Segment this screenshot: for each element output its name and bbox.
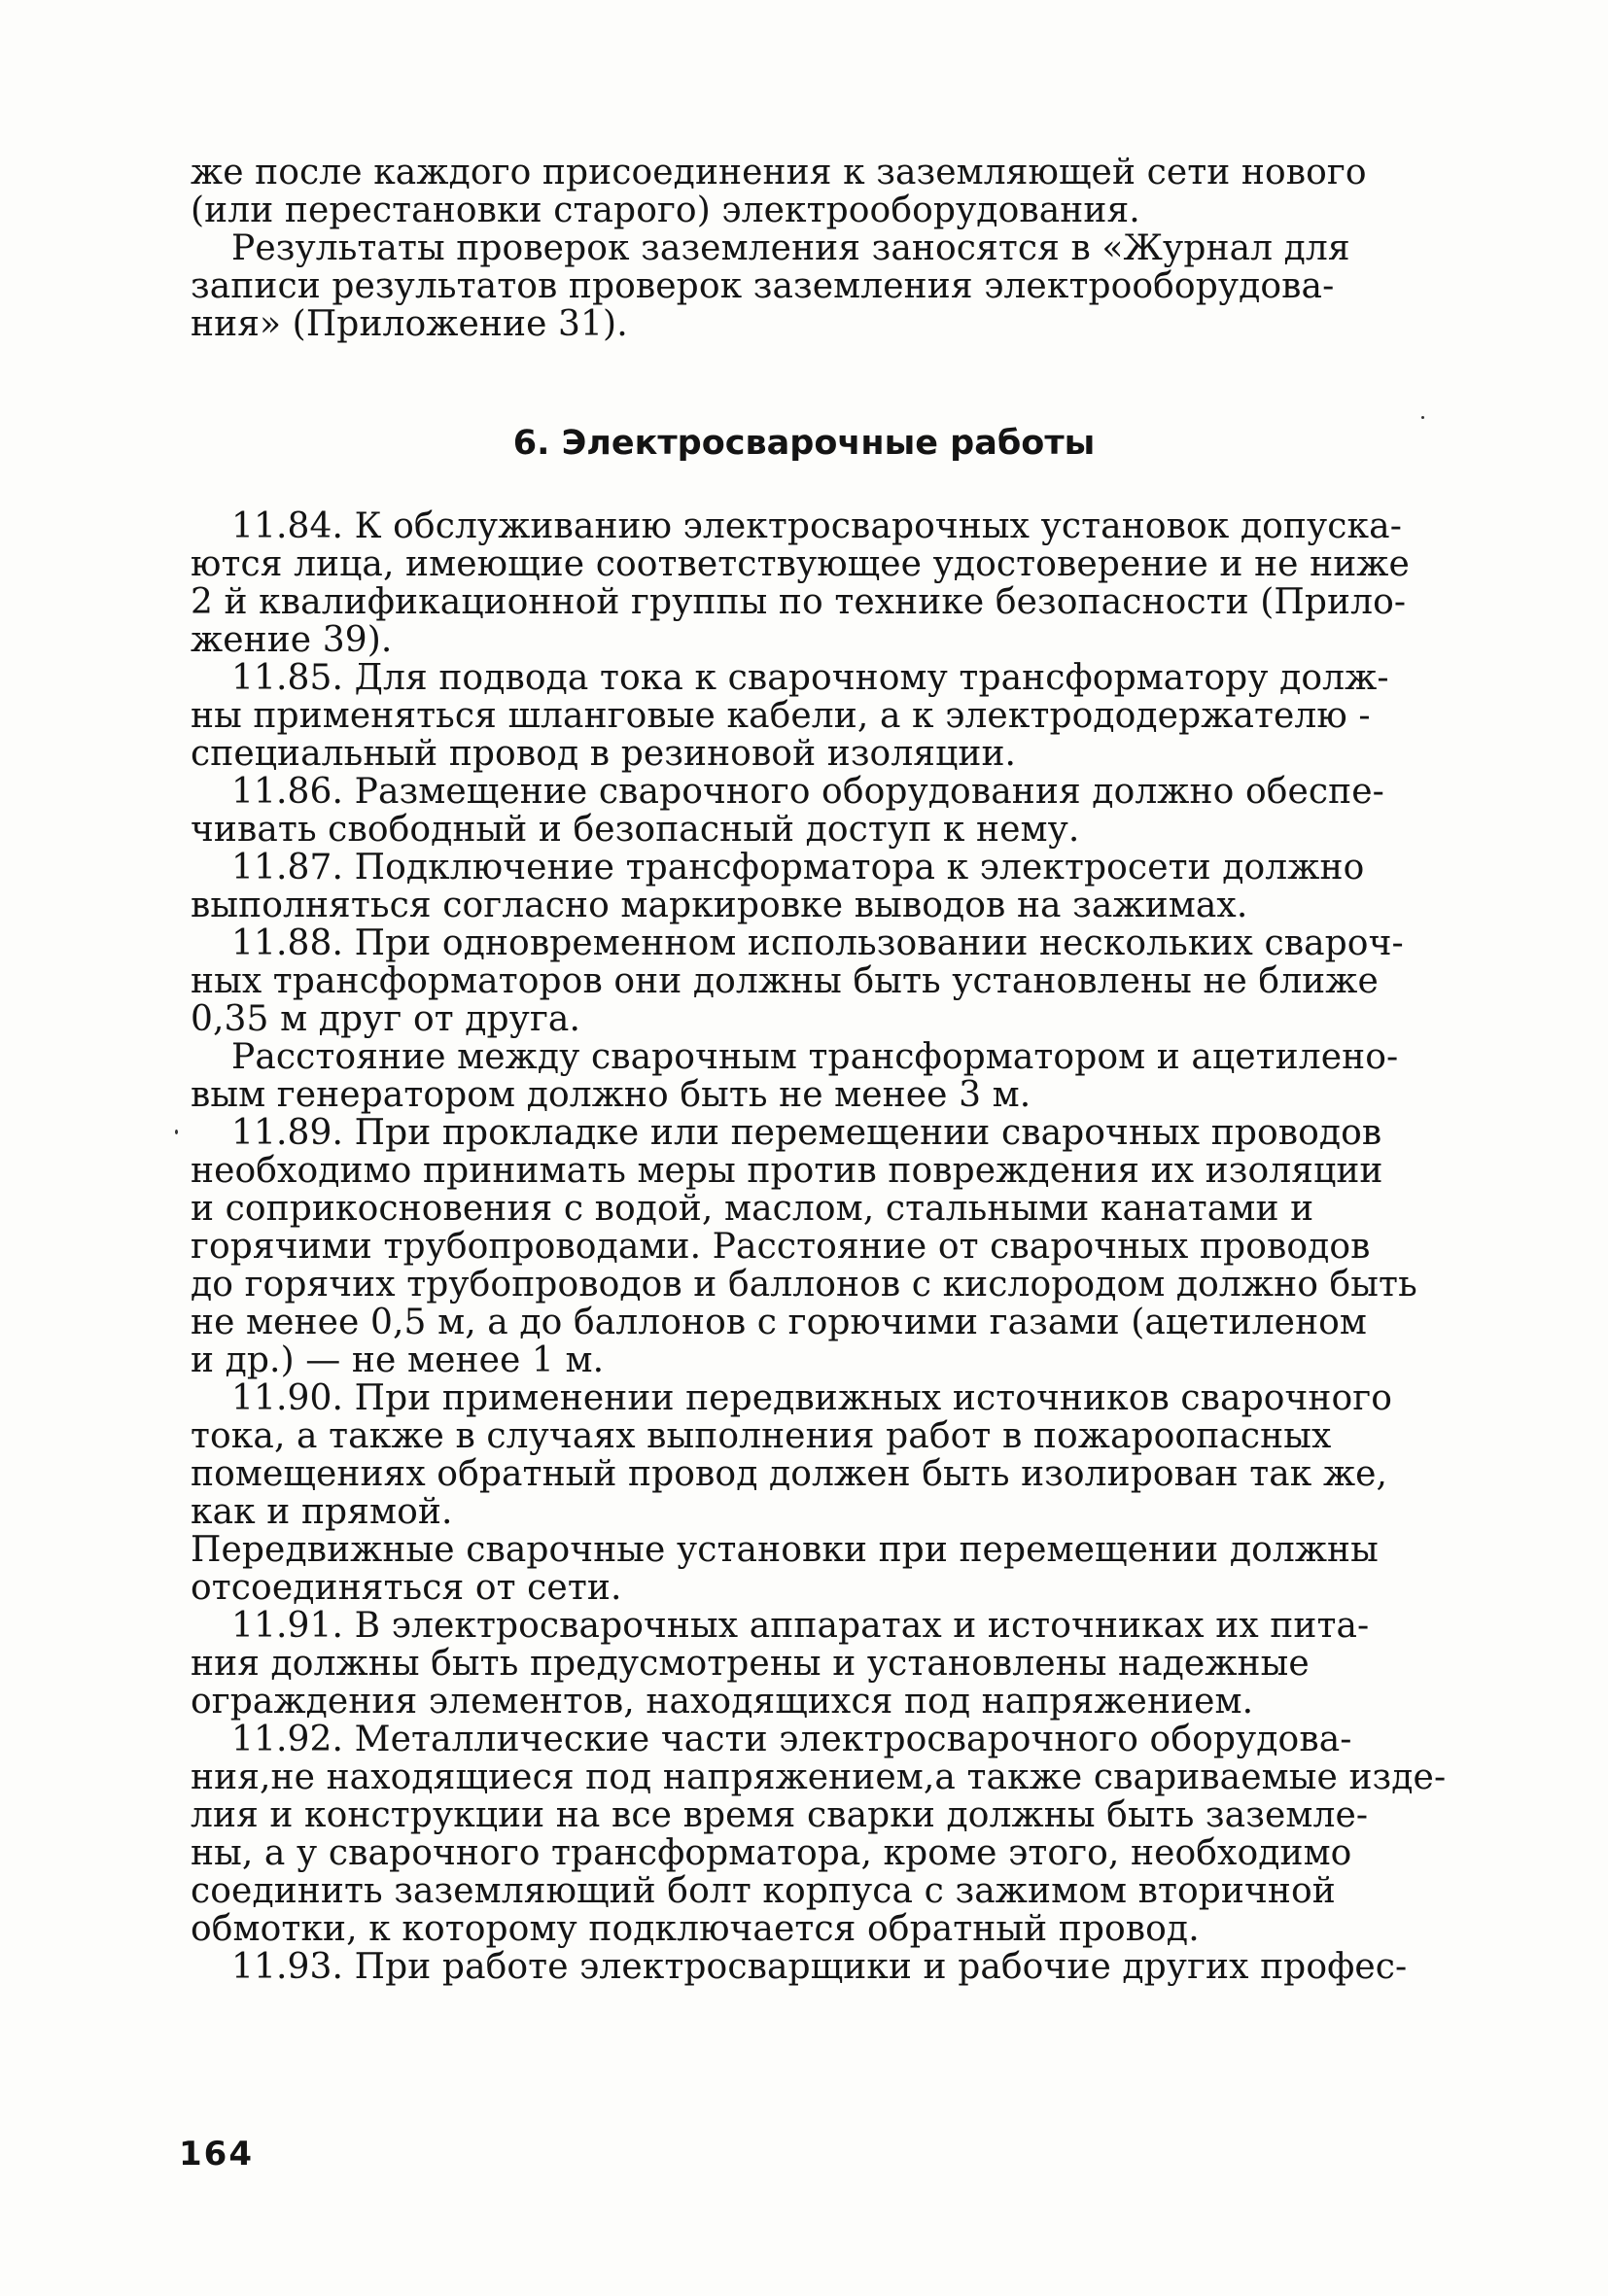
text-line: соединить заземляющий болт корпуса с зажимом вторичной: [191, 1871, 1336, 1911]
main-paragraph: [191, 849, 1425, 924]
text-line: 11.87. Подключение трансформатора к электросети должно: [231, 848, 1365, 887]
text-line: 11.89. При прокладке или перемещении сварочных проводов: [231, 1113, 1382, 1153]
text-line: ограждения элементов, находящихся под напряжением.: [191, 1682, 1254, 1722]
main-paragraph: [191, 507, 1425, 659]
text-line: записи результатов проверок заземления электрооборудова-: [191, 266, 1335, 306]
text-line: 11.84. К обслуживанию электросварочных установок допуска-: [231, 506, 1402, 546]
intro-paragraph: [191, 229, 1425, 343]
text-line: 2 й квалификационной группы по технике безопасности (Прило-: [191, 582, 1407, 622]
text-line: не менее 0,5 м, а до баллонов с горючими газами (ацетиленом: [191, 1303, 1368, 1342]
scan-speck: [175, 1130, 178, 1134]
main-text-block: [191, 506, 1447, 1987]
main-paragraph: [191, 1531, 1425, 1607]
text-line: 11.85. Для подвода тока к сварочному трансформатору долж-: [231, 658, 1389, 698]
text-line: 11.86. Размещение сварочного оборудования должно обеспе-: [231, 772, 1384, 812]
intro-text-block: [191, 154, 1425, 343]
text-line: тока, а также в случаях выполнения работ в пожароопасных: [191, 1416, 1332, 1456]
text-line: (или перестановки старого) электрооборудования.: [191, 191, 1140, 230]
text-line: обмотки, к которому подключается обратный провод.: [191, 1909, 1200, 1949]
text-line: 11.88. При одновременном использовании нескольких свароч-: [231, 923, 1404, 963]
text-line: Расстояние между сварочным трансформатором и ацетилено-: [231, 1037, 1399, 1077]
text-line: ния должны быть предусмотрены и установлены надежные: [191, 1644, 1310, 1684]
text-line: вым генератором должно быть не менее 3 м.: [191, 1075, 1031, 1115]
text-line: 11.90. При применении передвижных источников сварочного: [231, 1378, 1393, 1418]
main-paragraph: [191, 1948, 1425, 1986]
main-paragraph: [191, 659, 1425, 773]
main-paragraph: [191, 1038, 1425, 1114]
main-paragraph: [191, 924, 1425, 1038]
text-line: необходимо принимать меры против повреждения их изоляции: [191, 1151, 1383, 1191]
main-paragraph: [191, 773, 1425, 849]
page-number: 164: [179, 2135, 254, 2174]
main-paragraph: [191, 1114, 1425, 1379]
section-heading: 6. Электросварочные работы: [512, 424, 1096, 463]
text-line: ются лица, имеющие соответствующее удостоверение и не ниже: [191, 544, 1410, 584]
text-line: ны, а у сварочного трансформатора, кроме этого, необходимо: [191, 1833, 1352, 1873]
text-line: до горячих трубопроводов и баллонов с кислородом должно быть: [191, 1265, 1417, 1305]
text-line: лия и конструкции на все время сварки должны быть заземле-: [191, 1795, 1369, 1835]
text-line: чивать свободный и безопасный доступ к нему.: [191, 810, 1080, 850]
text-line: ных трансформаторов они должны быть установлены не ближе: [191, 961, 1379, 1001]
main-paragraph: [191, 1720, 1447, 1949]
text-line: ны применяться шланговые кабели, а к электрододержателю -: [191, 696, 1371, 736]
text-line: как и прямой.: [191, 1492, 453, 1532]
text-line: 11.91. В электросварочных аппаратах и источниках их пита-: [231, 1606, 1370, 1646]
intro-paragraph: [191, 154, 1425, 229]
scan-speck: [1421, 416, 1424, 419]
text-line: 11.92. Металлические части электросварочного оборудова-: [231, 1720, 1352, 1759]
text-line: специальный провод в резиновой изоляции.: [191, 734, 1017, 774]
text-line: же после каждого присоединения к заземляющей сети нового: [191, 153, 1367, 192]
text-line: и соприкосновения с водой, маслом, стальными канатами и: [191, 1189, 1314, 1229]
text-line: 11.93. При работе электросварщики и рабочие других профес-: [231, 1947, 1408, 1987]
text-line: 0,35 м друг от друга.: [191, 999, 581, 1039]
text-line: Результаты проверок заземления заносятся в «Журнал для: [231, 228, 1350, 268]
main-paragraph: [191, 1379, 1425, 1531]
text-line: и др.) — не менее 1 м.: [191, 1340, 605, 1380]
text-line: ния» (Приложение 31).: [191, 304, 628, 344]
text-line: ния,не находящиеся под напряжением,а также свариваемые изде-: [191, 1757, 1447, 1797]
text-line: жение 39).: [191, 620, 393, 660]
text-line: отсоединяться от сети.: [191, 1568, 622, 1608]
main-paragraph: [191, 1607, 1425, 1721]
text-line: помещениях обратный провод должен быть изолирован так же,: [191, 1454, 1388, 1494]
text-line: Передвижные сварочные установки при перемещении должны: [191, 1530, 1379, 1570]
text-line: горячими трубопроводами. Расстояние от сварочных проводов: [191, 1227, 1371, 1267]
text-line: выполняться согласно маркировке выводов на зажимах.: [191, 886, 1248, 925]
